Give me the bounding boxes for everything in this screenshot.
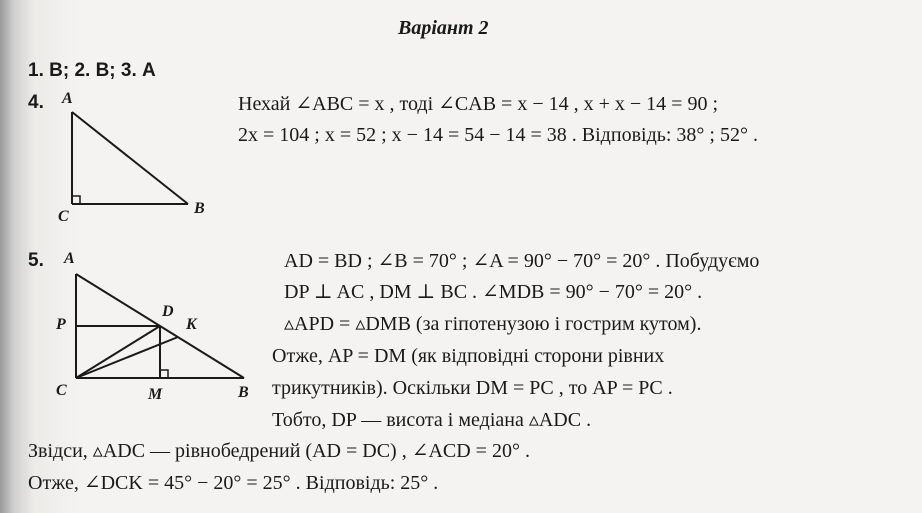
problem5-line7: Звідси, ▵ADC — рівнобедрений (AD = DC) , ∠ACD = 20° . [28,440,530,462]
answers-line: 1. В; 2. В; 3. А [28,60,156,81]
problem5-line6: Тобто, DP — висота і медіана ▵ADC . [272,409,592,431]
problem4-line1: Нехай ∠ABC = x , тоді ∠CAB = x − 14 , x + x − 14 = 90 ; [238,93,718,115]
fig4-label-a: A [62,90,73,107]
problem5-number: 5. [28,250,44,271]
fig5-segment-ck [76,337,178,378]
fig5-label-p: P [56,316,66,333]
fig5-label-k: K [186,316,197,333]
problem5-line1: AD = BD ; ∠B = 70° ; ∠A = 90° − 70° = 20° . Побудуємо [284,250,760,272]
problem4-number: 4. [28,92,44,113]
fig4-label-c: C [58,208,69,225]
fig5-right-angle-m [160,370,168,378]
problem5-line2: DP ⊥ AC , DM ⊥ BC . ∠MDB = 90° − 70° = 20° . [284,281,703,303]
fig5-label-c: C [56,382,67,399]
fig5-segment-cd [76,326,160,378]
fig5-label-d: D [162,303,174,320]
problem4-line2: 2x = 104 ; x = 52 ; x − 14 = 54 − 14 = 38 . Відповідь: 38° ; 52° . [238,124,758,146]
fig5-label-m: M [148,386,163,403]
problem5-line5: трикутників). Оскільки DM = PC , то AP = PC . [272,377,673,399]
variant-title: Варіант 2 [398,17,489,39]
fig5-label-a: A [64,250,75,267]
problem5-line4: Отже, AP = DM (як відповідні сторони рівних [272,345,665,367]
fig4-label-b: B [194,200,205,217]
problem5-line3: ▵APD = ▵DMB (за гіпотенузою і гострим кутом). [284,313,702,335]
fig5-label-b: B [238,384,249,401]
problem5-line8: Отже, ∠DCK = 45° − 20° = 25° . Відповідь: 25° . [28,472,439,494]
